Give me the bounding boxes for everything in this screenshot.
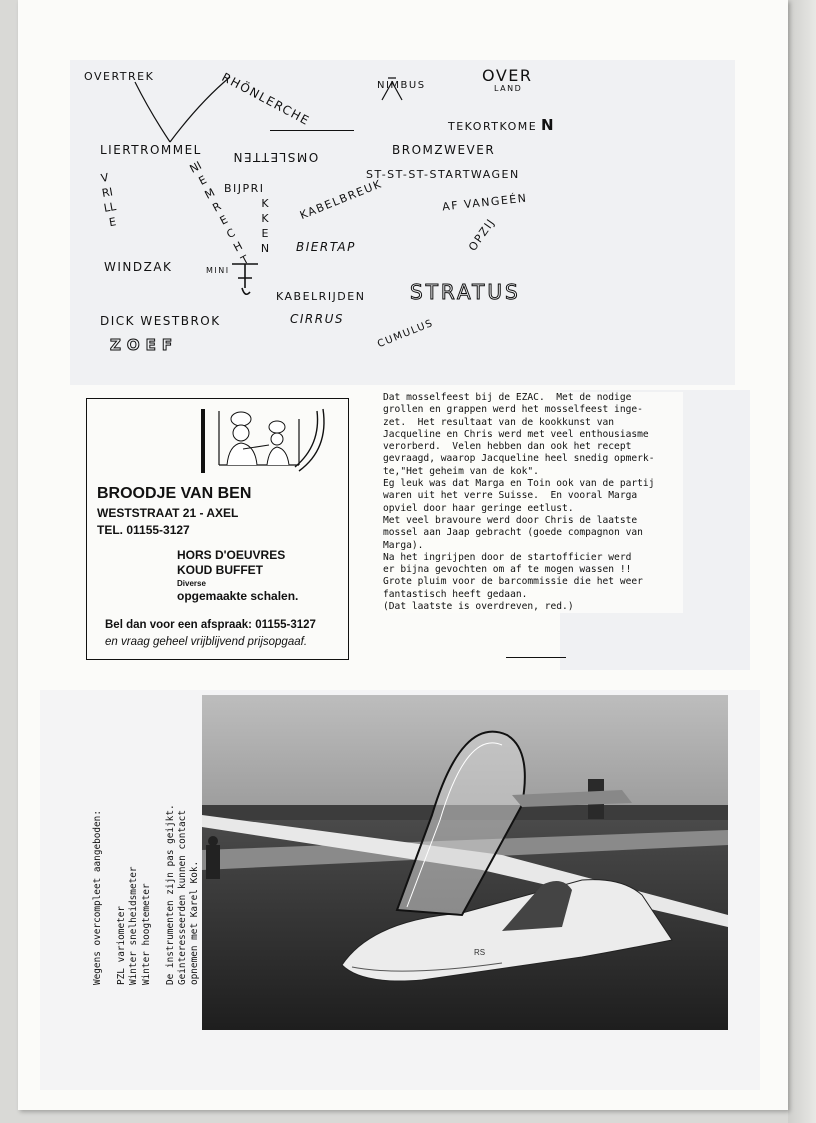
- word-over: OVER: [482, 66, 533, 85]
- nimbus-doodle: [378, 74, 408, 104]
- article-line: gevraagd, waarop Jacqueline heel snedig opmerk-: [383, 453, 655, 465]
- word-cumulus: CUMULUS: [376, 317, 436, 351]
- article-line: Grote pluim voor de barcommissie die het weer: [383, 576, 643, 588]
- word-afvangeen: AF VANGEÉN: [441, 191, 529, 214]
- article-line: opviel door haar geringe eetlust.: [383, 502, 574, 514]
- word-bromzwever: BROMZWEVER: [392, 143, 496, 157]
- word-overtrek: OVERTREK: [84, 70, 155, 83]
- mini-glider-doodle: [226, 258, 266, 303]
- article-line: mossel aan Jaap gebracht (goede compagnon van: [383, 527, 643, 539]
- article-line: waren uit het verre Suisse. En vooral Marga: [383, 490, 638, 502]
- word-mini: MINI: [206, 266, 230, 275]
- word-tekortkomen-n: N: [541, 116, 556, 134]
- word-nimbus: NIMBUS: [377, 80, 426, 91]
- word-kabelbreuk: KABELBREUK: [298, 177, 385, 223]
- article-line: zet. Het resultaat van de kookkunst van: [383, 416, 615, 428]
- ad-business-name: BROODJE VAN BEN: [97, 485, 252, 502]
- word-omsletten: OMSLETTEN: [232, 150, 319, 164]
- rhonlerche-underline: [270, 130, 354, 131]
- notice-item: Winter hoogtemeter: [140, 883, 152, 985]
- word-stratus: STRATUS: [410, 280, 521, 304]
- article-line: fantastisch heeft gedaan.: [383, 588, 528, 600]
- notice-footer-line: De instrumenten zijn pas geijkt.: [164, 804, 176, 985]
- article-end-rule: [506, 657, 566, 658]
- word-dick-westbrok: DICK WESTBROK: [100, 314, 221, 328]
- word-bijprikken-start: BIJPRI: [224, 182, 265, 195]
- word-tekortkomen: TEKORTKOME: [448, 120, 538, 133]
- ad-koud-buffet: KOUD BUFFET: [177, 563, 263, 577]
- chefs-illustration: [199, 405, 341, 477]
- word-vrille: VRILLE: [99, 170, 118, 230]
- word-startwagen: ST-ST-ST-STARTWAGEN: [366, 168, 520, 181]
- word-cirrus: CIRRUS: [290, 312, 344, 326]
- ad-telephone: TEL. 01155-3127: [97, 523, 190, 537]
- notice-item: PZL variometer: [116, 905, 128, 985]
- article-mosselfeest: [383, 392, 683, 613]
- glider-registration: RS: [474, 948, 486, 957]
- ad-address: WESTSTRAAT 21 - AXEL: [97, 506, 239, 520]
- ad-call-line: Bel dan voor een afspraak: 01155-3127: [105, 619, 316, 631]
- word-niemrecht: NIEMRECHT: [187, 158, 252, 268]
- article-line: Jacqueline en Chris werd met veel enthousiasme: [383, 428, 649, 440]
- glider-photo: [202, 695, 728, 1030]
- article-line: (Dat laatste is overdreven, red.): [383, 601, 574, 613]
- notice-footer-line: opnemen met Karel Kok.: [189, 860, 201, 985]
- instruments-notice: [92, 775, 202, 985]
- word-rhonlerche: RHÖNLERCHE: [219, 70, 313, 129]
- word-kabelrijden: KABELRIJDEN: [276, 290, 366, 303]
- ad-diverse: Diverse: [177, 579, 206, 588]
- page-edge-shadow: [788, 0, 816, 1123]
- ad-quote-line: en vraag geheel vrijblijvend prijsopgaaf.: [105, 636, 308, 648]
- advertisement-broodje-van-ben: [86, 398, 349, 660]
- word-zoef: ZOEF: [110, 336, 179, 354]
- notice-footer-line: Geinteresseerden kunnen contact: [177, 810, 189, 985]
- notice-item: Winter snelheidsmeter: [128, 866, 140, 985]
- article-line: Eg leuk was dat Marga en Toin ook van de partij: [383, 478, 655, 490]
- glider-photo-illustration: [202, 695, 728, 1030]
- article-line: Marga).: [383, 539, 424, 551]
- article-line: grollen en grappen werd het mosselfeest inge-: [383, 404, 643, 416]
- word-biertap: BIERTAP: [296, 240, 356, 254]
- article-line: verorberd. Velen hebben dan ook het recept: [383, 441, 632, 453]
- article-line: Met veel bravoure werd door Chris de laatste: [383, 514, 638, 526]
- ad-hors-doeuvres: HORS D'OEUVRES: [177, 548, 286, 562]
- word-bijprikken-end: KKEN: [260, 197, 270, 255]
- word-liertrommel: LIERTROMMEL: [100, 143, 202, 157]
- word-land: LAND: [494, 84, 523, 93]
- word-opzij: OPZIJ: [466, 215, 498, 254]
- article-line: te,"Het geheim van de kok".: [383, 465, 539, 477]
- article-line: er bijna gevochten om af te mogen wassen !!: [383, 564, 632, 576]
- article-line: Dat mosselfeest bij de EZAC. Met de nodige: [383, 392, 632, 403]
- ad-schalen: opgemaakte schalen.: [177, 589, 299, 603]
- word-windzak: WINDZAK: [104, 260, 173, 274]
- notice-intro: Wegens overcompleet aangeboden:: [92, 810, 103, 985]
- article-line: Na het ingrijpen door de startofficier werd: [383, 551, 632, 563]
